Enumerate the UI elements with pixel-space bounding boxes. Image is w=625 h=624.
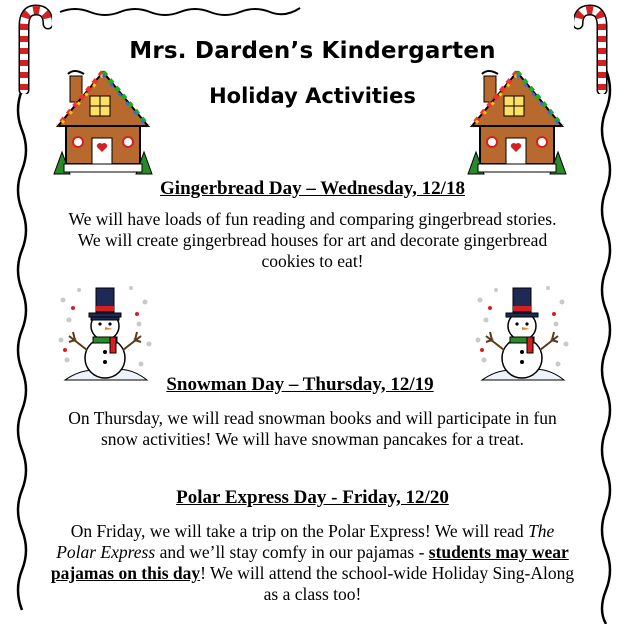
gingerbread-day-heading: Gingerbread Day – Wednesday, 12/18	[160, 178, 465, 199]
book-title: The	[528, 521, 555, 541]
pajamas-emphasis: pajamas on this day	[50, 563, 201, 583]
page-subtitle: Holiday Activities	[209, 84, 416, 108]
gingerbread-house-icon	[48, 66, 158, 176]
gingerbread-house-icon	[462, 66, 572, 176]
text-span: ! We will attend the school-wide Holiday Sing-Along	[200, 563, 575, 583]
snowman-day-heading: Snowman Day – Thursday, 12/19	[166, 374, 434, 395]
page-title: Mrs. Darden’s Kindergarten	[129, 38, 496, 64]
text-line	[20, 542, 605, 563]
text-line: We will create gingerbread houses for art and decorate gingerbread	[77, 230, 548, 250]
snowman-day-text	[20, 408, 605, 450]
book-title: Polar Express	[56, 542, 156, 562]
polar-express-day-heading: Polar Express Day - Friday, 12/20	[176, 487, 449, 508]
pajamas-emphasis: students may wear	[428, 542, 569, 562]
text-span: and we’ll stay comfy in our pajamas -	[155, 542, 429, 562]
text-span: On Friday, we will take a trip on the Polar Express! We will read	[70, 521, 529, 541]
gingerbread-day-text	[20, 209, 605, 272]
snowman-icon	[55, 280, 155, 392]
text-line: On Thursday, we will read snowman books and will participate in fun	[68, 408, 557, 428]
snowman-icon	[472, 280, 572, 392]
text-line	[20, 563, 605, 584]
text-line: snow activities! We will have snowman pancakes for a treat.	[101, 429, 524, 449]
text-line: We will have loads of fun reading and comparing gingerbread stories.	[68, 209, 557, 229]
text-line	[20, 521, 605, 542]
polar-express-day-text	[20, 521, 605, 605]
text-line: as a class too!	[263, 584, 362, 604]
text-line: cookies to eat!	[261, 251, 364, 271]
